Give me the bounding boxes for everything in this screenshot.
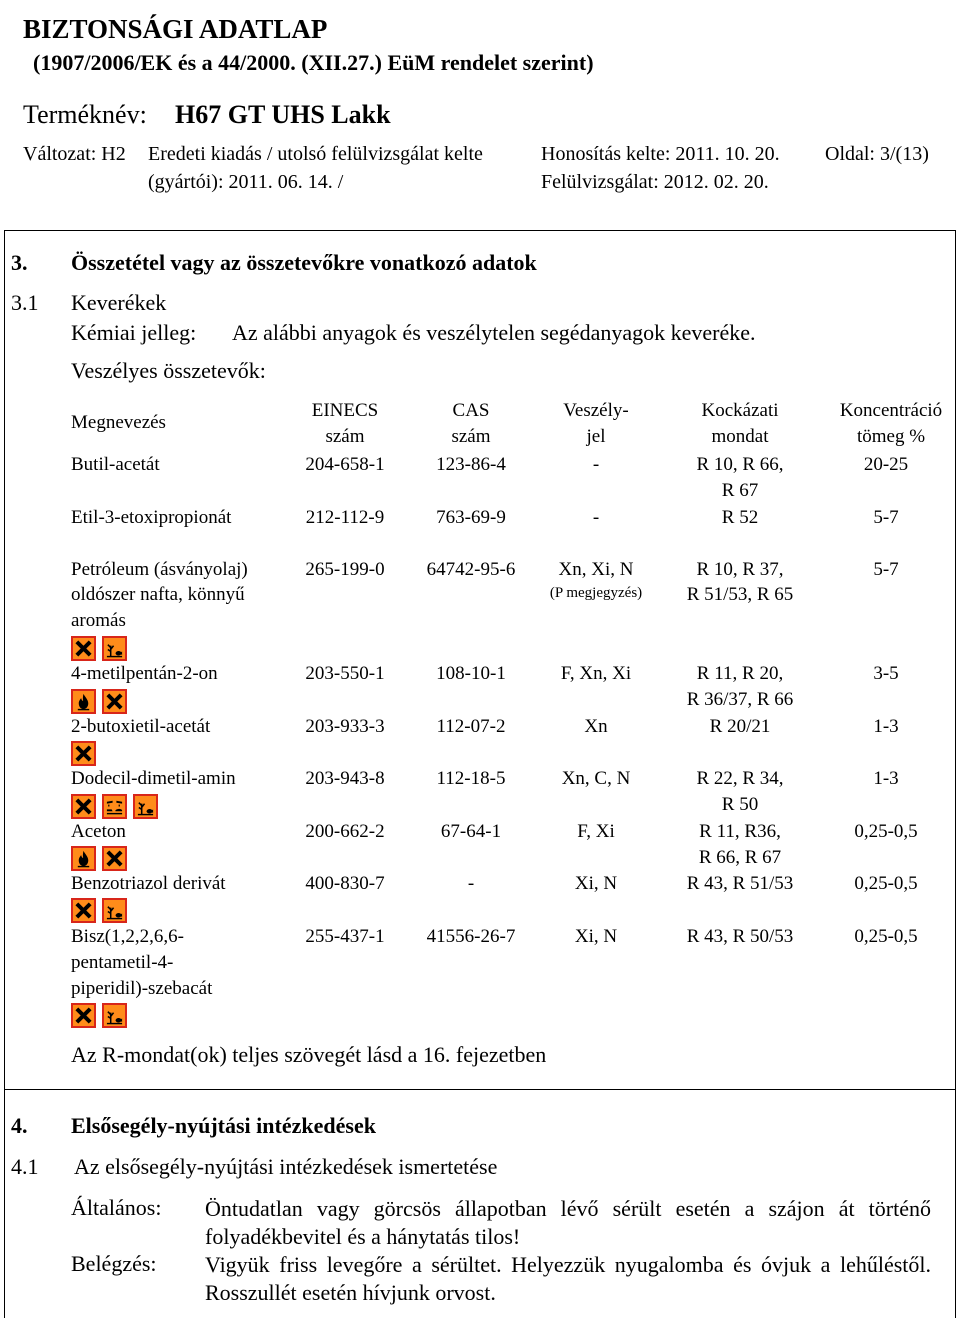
row-symbol: Xn, C, N [561, 768, 631, 789]
row-risk-2: R 51/53, R 65 [686, 584, 794, 605]
row-einecs: 204-658-1 [305, 454, 385, 475]
row-cas: 41556-26-7 [426, 926, 516, 947]
row-name: 2-butoxietil-acetát [71, 716, 211, 737]
row-cas: 763-69-9 [436, 507, 506, 528]
col-cas-header: CAS [452, 400, 490, 421]
frame-right-line [955, 230, 956, 1318]
row-symbol: F, Xi [577, 821, 615, 842]
environment-icon [102, 636, 127, 661]
col-einecs-header-2: szám [325, 426, 365, 447]
row-einecs: 203-933-3 [305, 716, 385, 737]
frame-left-line [4, 230, 5, 1318]
row-einecs: 265-199-0 [305, 559, 385, 580]
review-date: Felülvizsgálat: 2012. 02. 20. [541, 171, 769, 193]
flammable-icon [71, 689, 96, 714]
row-cas: 67-64-1 [440, 821, 502, 842]
row-conc: 0,25-0,5 [854, 873, 918, 894]
row-name: Etil-3-etoxipropionát [71, 507, 232, 528]
row-symbol: F, Xn, Xi [560, 663, 632, 684]
page-number: Oldal: 3/(13) [825, 143, 929, 165]
harmful-icon [71, 1003, 96, 1028]
environment-icon [133, 794, 158, 819]
row-name-2: oldószer nafta, könnyű [71, 584, 245, 605]
row-hazard-icons [71, 898, 127, 923]
section-divider [4, 1089, 956, 1090]
corrosive-icon [102, 794, 127, 819]
section4-title: Elsősegély-nyújtási intézkedések [71, 1113, 376, 1138]
row-risk-2: R 66, R 67 [698, 847, 782, 868]
harmful-icon [102, 846, 127, 871]
row-name: Bisz(1,2,2,6,6- [71, 926, 184, 947]
row-symbol: Xn, Xi, N [558, 559, 634, 580]
chemical-nature-value: Az alábbi anyagok és veszélytelen segédanyagok keveréke. [232, 320, 756, 345]
col-cas-header-2: szám [451, 426, 491, 447]
environment-icon [102, 898, 127, 923]
row-risk: R 52 [721, 507, 759, 528]
naturalization-date: Honosítás kelte: 2011. 10. 20. [541, 143, 780, 165]
harmful-icon [71, 741, 96, 766]
col-symbol-header: Veszély- [563, 400, 629, 421]
row-risk: R 10, R 37, [696, 559, 784, 580]
row-conc: 20-25 [863, 454, 909, 475]
row-hazard-icons [71, 689, 127, 714]
row-risk: R 43, R 50/53 [686, 926, 794, 947]
row-name: Aceton [71, 821, 126, 842]
row-conc: 1-3 [873, 768, 899, 789]
row-symbol: Xn [584, 716, 608, 737]
r-phrase-footnote: Az R-mondat(ok) teljes szövegét lásd a 16. fejezetben [71, 1042, 547, 1067]
row-name-3: aromás [71, 610, 126, 631]
row-risk: R 10, R 66, [696, 454, 784, 475]
harmful-icon [102, 689, 127, 714]
row-symbol: Xi, N [574, 926, 618, 947]
row-name: Butil-acetát [71, 454, 160, 475]
col-conc-header-2: tömeg % [856, 426, 926, 447]
harmful-icon [71, 636, 96, 661]
row-einecs: 212-112-9 [305, 507, 385, 528]
harmful-icon [71, 898, 96, 923]
general-text: Öntudatlan vagy görcsös állapotban lévő sérült esetén a szájon át történő folyadékbevitel és a hánytatás tilos! [205, 1196, 931, 1249]
row-name: 4-metilpentán-2-on [71, 663, 218, 684]
row-einecs: 203-550-1 [305, 663, 385, 684]
row-conc: 0,25-0,5 [854, 821, 918, 842]
col-risk-header: Kockázati [701, 400, 779, 421]
row-risk: R 20/21 [709, 716, 771, 737]
document-title: BIZTONSÁGI ADATLAP [23, 14, 328, 44]
row-hazard-icons [71, 636, 127, 661]
row-symbol: Xi, N [574, 873, 618, 894]
general-label: Általános: [71, 1195, 162, 1220]
regulation-subtitle: (1907/2006/EK és a 44/2000. (XII.27.) EüM rendelet szerint) [33, 50, 594, 75]
section3-1-number: 3.1 [11, 290, 39, 315]
frame-top-line [4, 230, 956, 231]
row-cas: 64742-95-6 [426, 559, 516, 580]
row-einecs: 203-943-8 [305, 768, 385, 789]
row-risk-2: R 67 [721, 480, 759, 501]
chemical-nature-label: Kémiai jelleg: [71, 320, 197, 345]
row-einecs: 400-830-7 [305, 873, 385, 894]
row-name-3: piperidil)-szebacát [71, 978, 213, 999]
row-symbol: - [592, 507, 600, 528]
product-label: Terméknév: [23, 100, 147, 129]
row-cas: 112-07-2 [436, 716, 506, 737]
row-hazard-icons [71, 846, 127, 871]
section4-1-number: 4.1 [11, 1154, 39, 1179]
row-hazard-icons [71, 1003, 127, 1028]
col-name-header: Megnevezés [71, 412, 166, 433]
row-risk-2: R 50 [721, 794, 759, 815]
section3-title: Összetétel vagy az összetevőkre vonatkozó adatok [71, 250, 537, 275]
row-cas: 112-18-5 [436, 768, 506, 789]
row-einecs: 255-437-1 [305, 926, 385, 947]
version: Változat: H2 [23, 143, 126, 165]
issue-value: (gyártói): 2011. 06. 14. / [148, 171, 344, 193]
row-cas: - [467, 873, 475, 894]
row-cas: 108-10-1 [436, 663, 506, 684]
row-name: Benzotriazol derivát [71, 873, 226, 894]
section3-number: 3. [11, 250, 28, 275]
row-risk: R 43, R 51/53 [686, 873, 794, 894]
row-conc: 0,25-0,5 [854, 926, 918, 947]
row-risk: R 22, R 34, [696, 768, 784, 789]
row-conc: 5-7 [873, 507, 899, 528]
row-conc: 1-3 [873, 716, 899, 737]
row-hazard-icons [71, 741, 96, 766]
row-risk: R 11, R36, [699, 821, 781, 842]
col-symbol-header-2: jel [586, 426, 606, 447]
row-einecs: 200-662-2 [305, 821, 385, 842]
section4-number: 4. [11, 1113, 28, 1138]
hazardous-components-label: Veszélyes összetevők: [71, 358, 266, 383]
row-name: Petróleum (ásványolaj) [71, 559, 248, 580]
product-name: H67 GT UHS Lakk [175, 100, 391, 129]
row-risk-2: R 36/37, R 66 [686, 689, 794, 710]
row-hazard-icons [71, 794, 158, 819]
inhalation-label: Belégzés: [71, 1251, 157, 1276]
col-einecs-header: EINECS [311, 400, 379, 421]
section4-1-title: Az elsősegély-nyújtási intézkedések ismertetése [74, 1154, 498, 1179]
harmful-icon [71, 794, 96, 819]
row-conc: 5-7 [873, 559, 899, 580]
section3-1-title: Keverékek [71, 290, 167, 315]
row-conc: 3-5 [873, 663, 899, 684]
col-risk-header-2: mondat [711, 426, 769, 447]
issue-label: Eredeti kiadás / utolsó felülvizsgálat kelte [148, 143, 483, 165]
row-cas: 123-86-4 [436, 454, 506, 475]
row-symbol: - [592, 454, 600, 475]
environment-icon [102, 1003, 127, 1028]
row-name-2: pentametil-4- [71, 952, 174, 973]
row-symbol-note: (P megjegyzés) [549, 585, 643, 601]
row-name: Dodecil-dimetil-amin [71, 768, 236, 789]
flammable-icon [71, 846, 96, 871]
col-conc-header: Koncentráció [839, 400, 943, 421]
row-risk: R 11, R 20, [696, 663, 784, 684]
inhalation-text: Vigyük friss levegőre a sérültet. Helyezzük nyugalomba és óvjuk a lehűléstől. Rosszullét esetén hívjunk orvost. [205, 1252, 931, 1305]
